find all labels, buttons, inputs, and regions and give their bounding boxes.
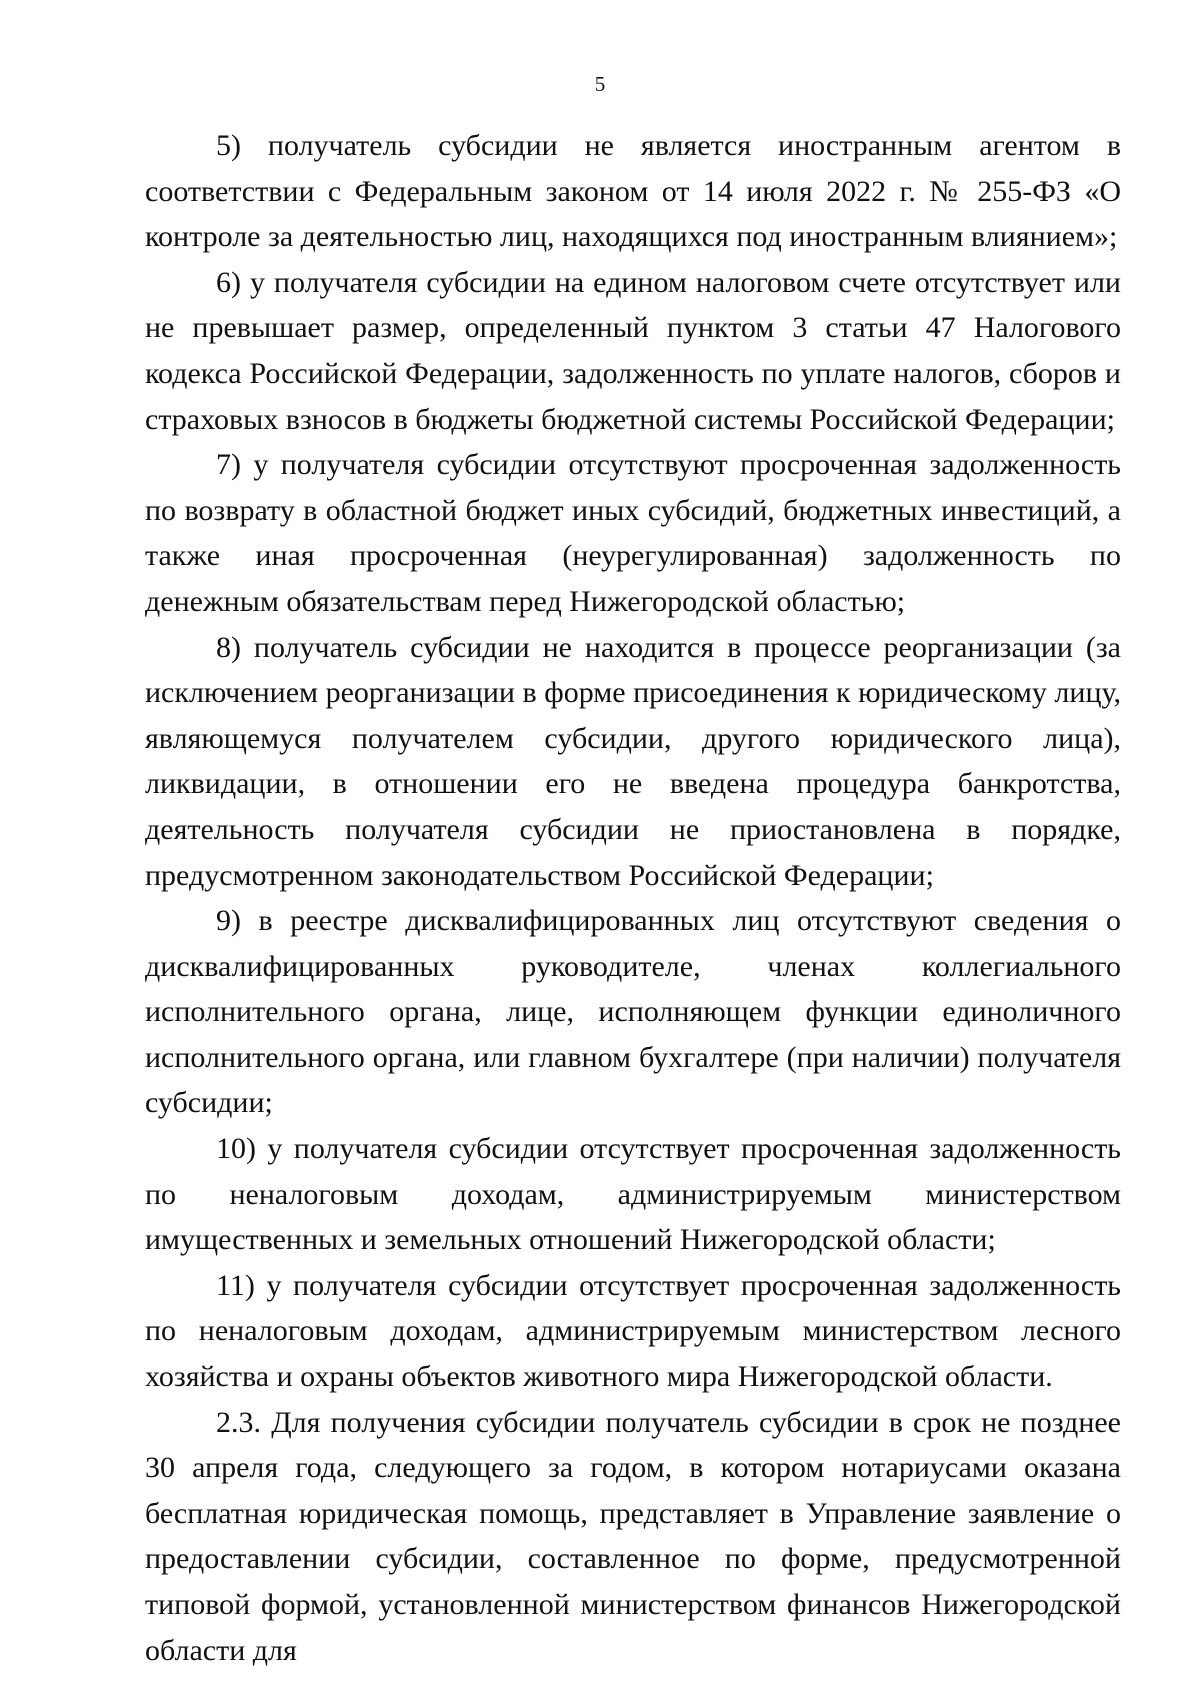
paragraph-item-5: 5) получатель субсидии не является иностранным агентом в соответствии с Федеральным законом от 14 июля 2022 г. № 255-ФЗ «О контроле за деятельностью лиц, находящихся под иностранным влиянием»; <box>145 129 1121 254</box>
paragraph-section-2-3: 2.3. Для получения субсидии получатель субсидии в срок не позднее 30 апреля года, следующего за годом, в котором нотариусами оказана бесплатная юридическая помощь, представляет в Управление заявление о предоставлении субсидии, составленное по форме, предусмотренной типовой формой, установленной министерством финансов Нижегородской области для <box>145 1405 1121 1667</box>
document-body <box>145 123 1121 1673</box>
paragraph-item-8: 8) получатель субсидии не находится в процессе реорганизации (за исключением реорганизации в форме присоединения к юридическому лицу, являющемуся получателем субсидии, другого юридического лица), ликвидации, в отношении его не введена процедура банкротства, деятельность получателя субсидии не приостановлена в порядке, предусмотренном законодательством Российской Федерации; <box>145 630 1121 892</box>
page-number: 5 <box>594 72 606 96</box>
paragraph-item-9: 9) в реестре дисквалифицированных лиц отсутствуют сведения о дисквалифицированных руководителе, членах коллегиального исполнительного органа, лице, исполняющем функции единоличного исполнительного органа, или главном бухгалтере (при наличии) получателя субсидии; <box>145 904 1121 1120</box>
paragraph-item-6: 6) у получателя субсидии на едином налоговом счете отсутствует или не превышает размер, определенный пунктом 3 статьи 47 Налогового кодекса Российской Федерации, задолженность по уплате налогов, сборов и страховых взносов в бюджеты бюджетной системы Российской Федерации; <box>145 265 1121 436</box>
paragraph-item-7: 7) у получателя субсидии отсутствуют просроченная задолженность по возврату в областной бюджет иных субсидий, бюджетных инвестиций, а также иная просроченная (неурегулированная) задолженность по денежным обязательствам перед Нижегородской областью; <box>145 448 1121 618</box>
paragraph-item-11: 11) у получателя субсидии отсутствует просроченная задолженность по неналоговым доходам, администрируемым министерством лесного хозяйства и охраны объектов животного мира Нижегородской области. <box>145 1268 1121 1394</box>
paragraph-item-10: 10) у получателя субсидии отсутствует просроченная задолженность по неналоговым доходам, администрируемым министерством имущественных и земельных отношений Нижегородской области; <box>145 1132 1121 1257</box>
